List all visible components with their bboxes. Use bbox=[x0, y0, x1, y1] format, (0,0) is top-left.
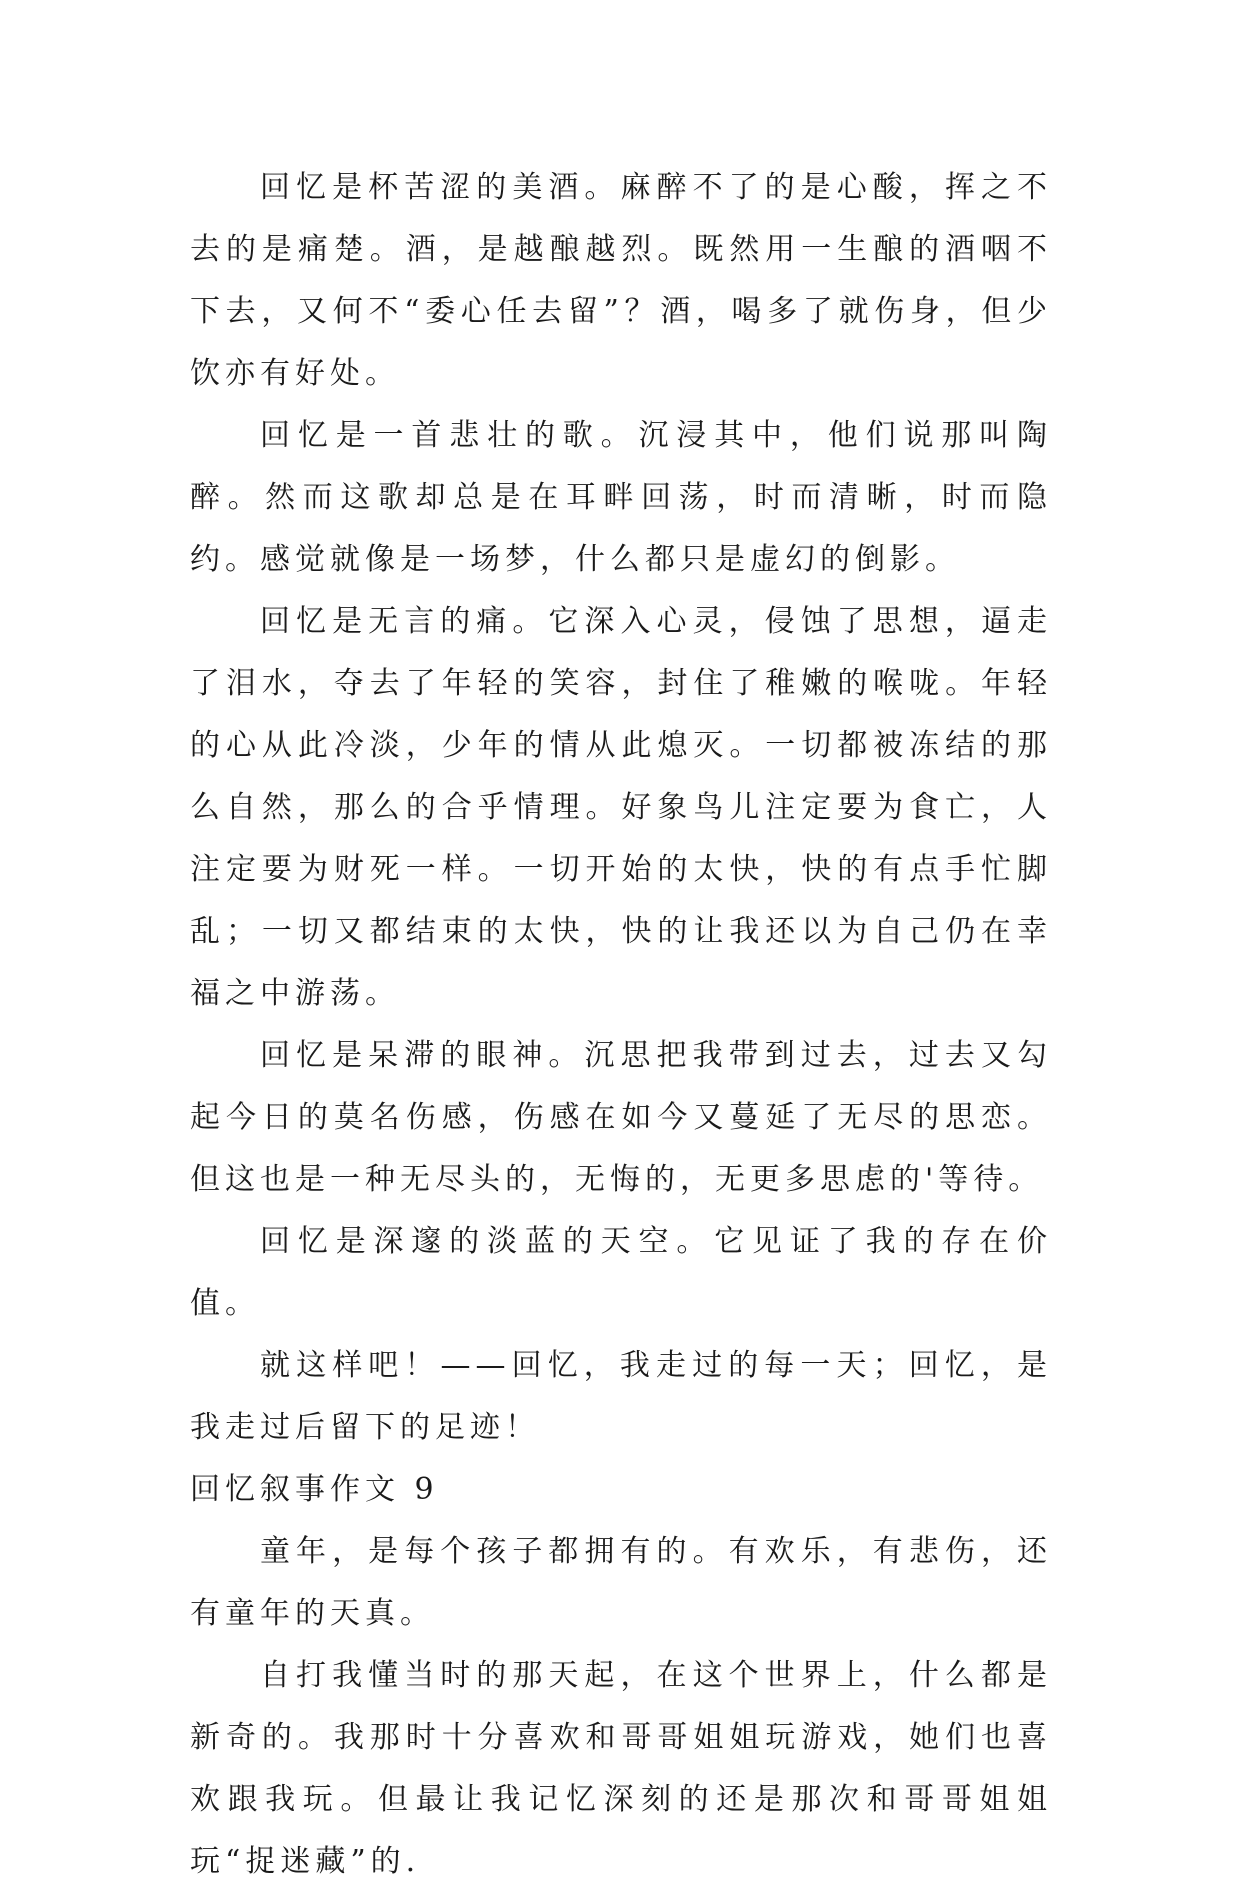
paragraph: 回忆是深邃的淡蓝的天空。它见证了我的存在价值。 bbox=[190, 1224, 1052, 1321]
paragraph: 回忆是杯苦涩的美酒。麻醉不了的是心酸，挥之不去的是痛楚。酒，是越酿越烈。既然用一生酿的酒咽不下去，又何不“委心任去留”？酒，喝多了就伤身，但少饮亦有好处。 bbox=[190, 170, 1052, 391]
paragraph: 回忆是呆滞的眼神。沉思把我带到过去，过去又勾起今日的莫名伤感，伤感在如今又蔓延了无尽的思恋。但这也是一种无尽头的，无悔的，无更多思虑的'等待。 bbox=[190, 1038, 1052, 1197]
paragraph: 自打我懂当时的那天起，在这个世界上，什么都是新奇的。我那时十分喜欢和哥哥姐姐玩游戏，她们也喜欢跟我玩。但最让我记忆深刻的还是那次和哥哥姐姐玩“捉迷藏”的. bbox=[190, 1658, 1052, 1879]
section-title: 回忆叙事作文 9 bbox=[190, 1472, 439, 1507]
paragraph: 回忆是无言的痛。它深入心灵，侵蚀了思想，逼走了泪水，夺去了年轻的笑容，封住了稚嫩的喉咙。年轻的心从此冷淡，少年的情从此熄灭。一切都被冻结的那么自然，那么的合乎情理。好象鸟儿注定要为食亡，人注定要为财死一样。一切开始的太快，快的有点手忙脚乱；一切又都结束的太快，快的让我还以为自己仍在幸福之中游荡。 bbox=[190, 604, 1052, 1011]
paragraph: 回忆是一首悲壮的歌。沉浸其中，他们说那叫陶醉。然而这歌却总是在耳畔回荡，时而清晰，时而隐约。感觉就像是一场梦，什么都只是虚幻的倒影。 bbox=[190, 418, 1052, 577]
paragraph: 就这样吧！——回忆，我走过的每一天；回忆，是我走过后留下的足迹！ bbox=[190, 1348, 1052, 1445]
document-body bbox=[190, 157, 1052, 1893]
paragraph: 童年，是每个孩子都拥有的。有欢乐，有悲伤，还有童年的天真。 bbox=[190, 1534, 1052, 1631]
